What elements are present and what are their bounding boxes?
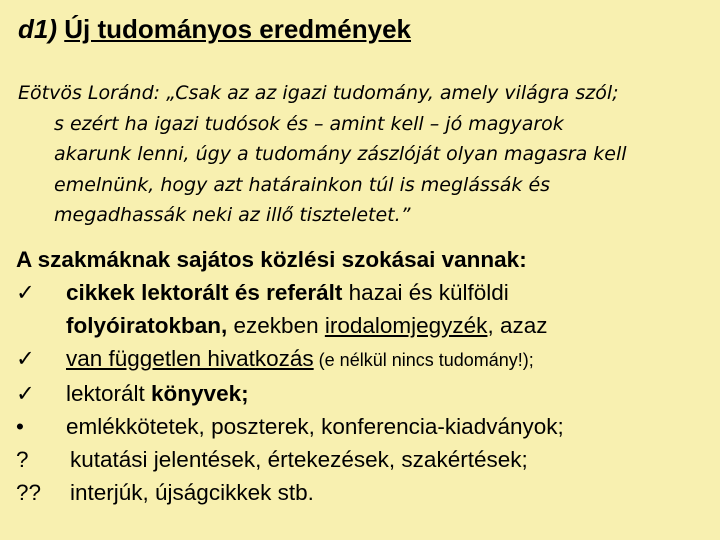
- item-1-underline: irodalomjegyzék: [324, 313, 488, 338]
- quote-line-5: megadhassák neki az illő tiszteletet.”: [54, 204, 411, 226]
- quote-line-3: akarunk lenni, úgy a tudomány zászlóját olyan magasra kell: [54, 143, 627, 165]
- quote-block: [18, 78, 718, 231]
- list-heading: A szakmáknak sajátos közlési szokásai vannak:: [16, 247, 527, 272]
- list-item: [16, 276, 716, 342]
- quote-line-4: emelnünk, hogy azt határainkon túl is meglássák és: [54, 173, 551, 196]
- item-1-bold-2: folyóiratokban,: [66, 313, 228, 338]
- list-item: [16, 410, 716, 443]
- item-3-bold: könyvek;: [151, 381, 249, 406]
- quote-line-2: s ezért ha igazi tudósok és – amint kell – jó magyarok: [54, 112, 564, 135]
- item-1-plain: hazai és külföldi: [342, 280, 509, 305]
- item-3-plain: lektorált: [66, 381, 152, 406]
- double-question-mark-bullet: ??: [16, 480, 42, 505]
- quote-line-1: Eötvös Loránd: „Csak az az igazi tudomány, amely világra szól;: [18, 82, 619, 104]
- item-1-plain-2: ezekben: [227, 313, 325, 338]
- item-2-underline: van független hivatkozás: [66, 346, 314, 371]
- question-mark-bullet: ?: [16, 447, 29, 472]
- list-item: [16, 342, 716, 377]
- item-5-text: kutatási jelentések, értekezések, szakértések;: [70, 447, 528, 472]
- item-1-plain-3: , azaz: [487, 313, 548, 338]
- list-item: [16, 443, 716, 476]
- bullet-icon: •: [16, 414, 24, 439]
- checkmark-icon: ✓: [16, 381, 35, 406]
- title-text: Új tudományos eredmények: [64, 14, 412, 44]
- checkmark-icon: ✓: [16, 280, 35, 305]
- item-1-bold: cikkek lektorált és referált: [66, 280, 343, 305]
- item-6-text: interjúk, újságcikkek stb.: [70, 480, 314, 505]
- item-2-small: (e nélkül nincs tudomány!);: [313, 350, 534, 370]
- checkmark-icon: ✓: [16, 346, 35, 371]
- title-prefix: d1): [18, 14, 57, 44]
- list-item: [16, 377, 716, 410]
- slide-title: [18, 14, 411, 45]
- item-4-text: emlékkötetek, poszterek, konferencia-kiadványok;: [66, 414, 564, 439]
- publication-list: [16, 243, 716, 509]
- list-item: [16, 476, 716, 509]
